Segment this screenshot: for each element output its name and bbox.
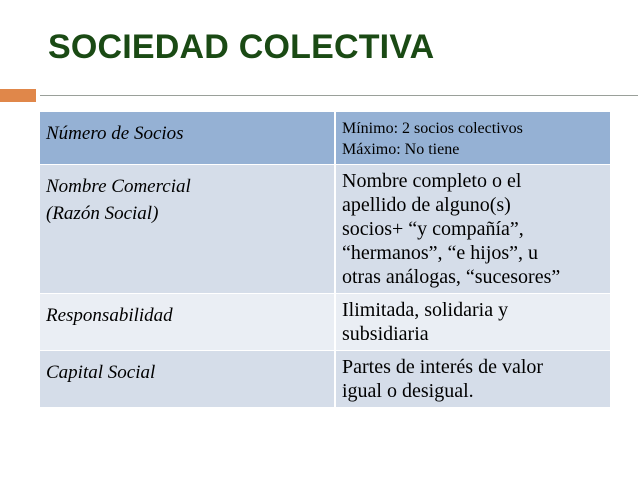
row-label-line: Número de Socios [46, 123, 184, 144]
row-value-cell [335, 351, 610, 408]
row-label-line: Nombre Comercial [46, 176, 191, 197]
info-table [40, 112, 610, 408]
table-row-numero-socios [40, 112, 610, 165]
row-value-line: socios+ “y compañía”, [342, 218, 524, 240]
row-label-line: Responsabilidad [46, 305, 173, 326]
row-label-line: Capital Social [46, 362, 156, 383]
table-row-nombre-comercial [40, 165, 610, 294]
row-label-cell [40, 351, 335, 408]
row-value-line: “hermanos”, “e hijos”, u [342, 242, 539, 264]
slide-title: SOCIEDAD COLECTIVA [48, 28, 435, 66]
row-value-line: Mínimo: 2 socios colectivos [342, 120, 523, 137]
row-value-line: Ilimitada, solidaria y [342, 299, 509, 321]
row-label-cell [40, 165, 335, 294]
table-row-capital-social [40, 351, 610, 408]
accent-bar [0, 89, 36, 102]
row-label-line: (Razón Social) [46, 203, 159, 224]
row-value-line: subsidiaria [342, 323, 429, 345]
row-value-cell [335, 294, 610, 351]
row-value-line: Máximo: No tiene [342, 141, 460, 158]
row-label-cell [40, 112, 335, 165]
row-value-cell [335, 112, 610, 165]
table-row-responsabilidad [40, 294, 610, 351]
row-value-line: apellido de alguno(s) [342, 194, 511, 216]
row-value-line: igual o desigual. [342, 380, 474, 402]
row-value-line: otras análogas, “sucesores” [342, 266, 561, 288]
row-value-line: Partes de interés de valor [342, 356, 544, 378]
title-divider [40, 95, 638, 96]
row-value-cell [335, 165, 610, 294]
row-value-line: Nombre completo o el [342, 170, 522, 192]
row-label-cell [40, 294, 335, 351]
